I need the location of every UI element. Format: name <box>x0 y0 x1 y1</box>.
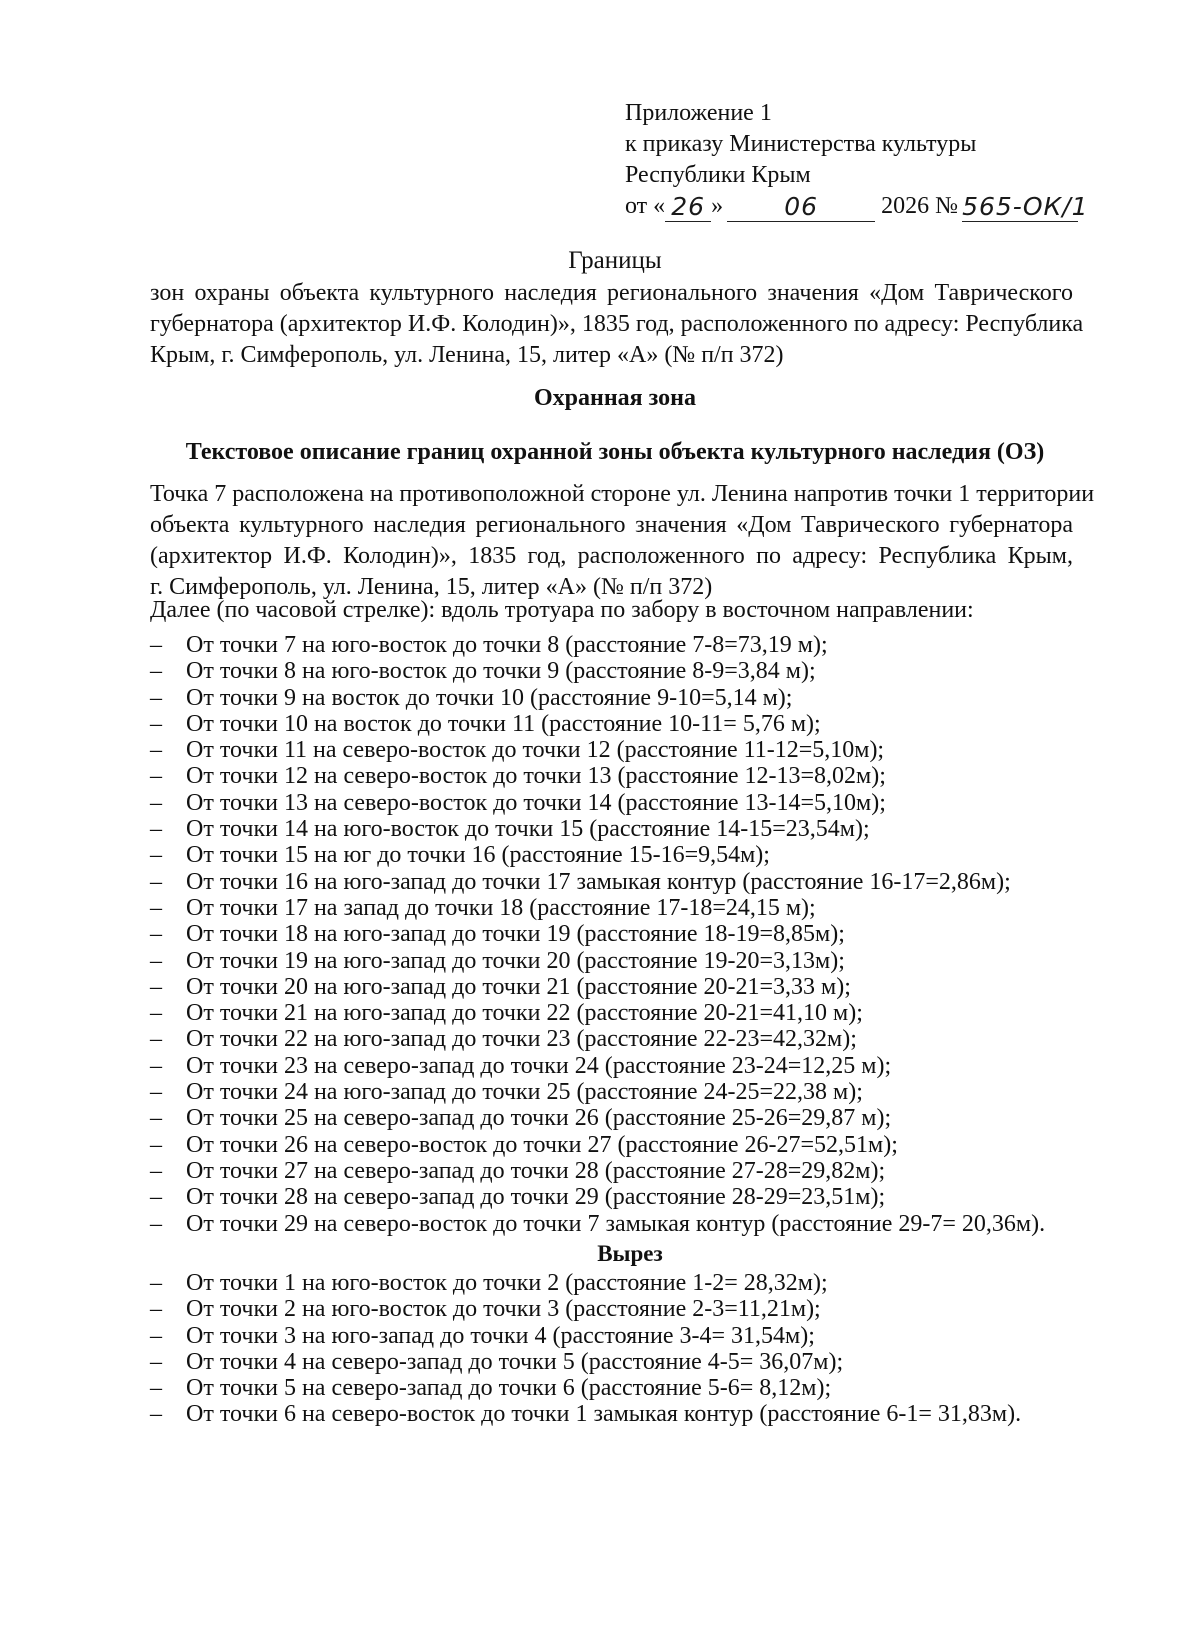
list-item <box>150 790 1045 816</box>
list-item-text: От точки 5 на северо-запад до точки 6 (расстояние 5-6= 8,12м); <box>186 1375 832 1402</box>
list-dash: – <box>150 1157 162 1184</box>
list-item <box>150 816 1045 842</box>
list-dash: – <box>150 947 162 974</box>
list-item-text: От точки 1 на юго-восток до точки 2 (расстояние 1-2= 28,32м); <box>186 1270 828 1296</box>
list-dash: – <box>150 1184 162 1211</box>
description-line: (архитектор И.Ф. Колодин)», 1835 год, расположенного по адресу: Республика Крым, <box>150 543 1073 569</box>
list-item <box>150 948 1045 974</box>
description-line: г. Симферополь, ул. Ленина, 15, литер «А» (№ п/п 372) <box>150 574 713 600</box>
appendix-line: Республики Крым <box>625 162 811 188</box>
appendix-block <box>625 98 1089 222</box>
list-item-text: От точки 21 на юго-запад до точки 22 (расстояние 20-21=41,10 м); <box>186 1000 863 1027</box>
list-item <box>150 1296 1021 1322</box>
list-dash: – <box>150 1401 162 1428</box>
list-item-text: От точки 3 на юго-запад до точки 4 (расстояние 3-4= 31,54м); <box>186 1322 815 1349</box>
list-item-text: От точки 25 на северо-запад до точки 26 (расстояние 25-26=29,87 м); <box>186 1105 892 1132</box>
list-item <box>150 1132 1045 1158</box>
list-item <box>150 1270 1021 1296</box>
list-item-text: От точки 4 на северо-запад до точки 5 (расстояние 4-5= 36,07м); <box>186 1348 844 1375</box>
list-item <box>150 842 1045 868</box>
list-dash: – <box>150 973 162 1000</box>
description-paragraph <box>150 479 1095 603</box>
list-item <box>150 1211 1045 1237</box>
list-dash: – <box>150 684 162 711</box>
list-item-text: От точки 10 на восток до точки 11 (расстояние 10-11= 5,76 м); <box>186 710 821 737</box>
list-dash: – <box>150 842 162 869</box>
further-text: Далее (по часовой стрелке): вдоль тротуара по забору в восточном направлении: <box>150 597 974 623</box>
list-item-text: От точки 18 на юго-запад до точки 19 (расстояние 18-19=8,85м); <box>186 921 845 948</box>
handwritten-order-number: 565-ОК/1 <box>962 192 1089 221</box>
list-dash: – <box>150 789 162 816</box>
list-item-text: От точки 9 на восток до точки 10 (расстояние 9-10=5,14 м); <box>186 684 793 711</box>
list-dash: – <box>150 894 162 921</box>
list-item <box>150 737 1045 763</box>
list-dash: – <box>150 816 162 843</box>
handwritten-day: 26 <box>671 192 706 221</box>
list-dash: – <box>150 1026 162 1053</box>
list-item-text: От точки 20 на юго-запад до точки 21 (расстояние 20-21=3,33 м); <box>186 973 851 1000</box>
description-line: объекта культурного наследия регионального значения «Дом Таврического губернатора <box>150 512 1073 538</box>
list-dash: – <box>150 1131 162 1158</box>
year-number-label: 2026 № <box>881 193 959 219</box>
list-dash: – <box>150 632 162 658</box>
appendix-line: к приказу Министерства культуры <box>625 131 977 157</box>
list-dash: – <box>150 1375 162 1402</box>
list-dash: – <box>150 921 162 948</box>
list-item-text: От точки 6 на северо-восток до точки 1 замыкая контур (расстояние 6-1= 31,83м). <box>186 1401 1022 1428</box>
list-item <box>150 711 1045 737</box>
date-prefix: от « <box>625 193 666 219</box>
list-item-text: От точки 14 на юго-восток до точки 15 (расстояние 14-15=23,54м); <box>186 816 870 843</box>
list-item <box>150 1184 1045 1210</box>
list-item-text: От точки 27 на северо-запад до точки 28 (расстояние 27-28=29,82м); <box>186 1157 886 1184</box>
list-item-text: От точки 24 на юго-запад до точки 25 (расстояние 24-25=22,38 м); <box>186 1079 863 1106</box>
list-item <box>150 1323 1021 1349</box>
list-item <box>150 1401 1021 1427</box>
date-quote-close: » <box>711 193 724 219</box>
list-item <box>150 658 1045 684</box>
list-dash: – <box>150 1105 162 1132</box>
list-item <box>150 921 1045 947</box>
list-item-text: От точки 2 на юго-восток до точки 3 (расстояние 2-3=11,21м); <box>186 1296 821 1323</box>
list-dash: – <box>150 1348 162 1375</box>
document-title: Границы <box>568 247 662 274</box>
subject-paragraph <box>150 278 1084 371</box>
list-dash: – <box>150 658 162 685</box>
list-item-text: От точки 13 на северо-восток до точки 14 (расстояние 13-14=5,10м); <box>186 789 886 816</box>
boundary-segments-list <box>150 632 1045 1237</box>
list-item <box>150 1158 1045 1184</box>
subject-line: губернатора (архитектор И.Ф. Колодин)», 1835 год, расположенного по адресу: Республика <box>150 311 1084 337</box>
list-item-text: От точки 19 на юго-запад до точки 20 (расстояние 19-20=3,13м); <box>186 947 845 974</box>
description-heading: Текстовое описание границ охранной зоны объекта культурного наследия (ОЗ) <box>185 439 1045 465</box>
list-dash: – <box>150 710 162 737</box>
list-item-text: От точки 22 на юго-запад до точки 23 (расстояние 22-23=42,32м); <box>186 1026 857 1053</box>
cut-segments-list <box>150 1270 1021 1428</box>
list-item <box>150 1105 1045 1131</box>
handwritten-month: 06 <box>784 192 819 221</box>
appendix-line: Приложение 1 <box>625 100 772 126</box>
list-dash: – <box>150 1000 162 1027</box>
list-dash: – <box>150 1296 162 1323</box>
cut-heading: Вырез <box>597 1241 663 1266</box>
list-item-text: От точки 15 на юг до точки 16 (расстояние 15-16=9,54м); <box>186 842 770 869</box>
list-item <box>150 974 1045 1000</box>
list-item-text: От точки 23 на северо-запад до точки 24 (расстояние 23-24=12,25 м); <box>186 1052 892 1079</box>
list-item <box>150 632 1045 658</box>
list-item <box>150 1349 1021 1375</box>
list-item-text: От точки 8 на юго-восток до точки 9 (расстояние 8-9=3,84 м); <box>186 658 816 685</box>
list-item-text: От точки 12 на северо-восток до точки 13 (расстояние 12-13=8,02м); <box>186 763 886 790</box>
list-dash: – <box>150 1270 162 1296</box>
zone-heading: Охранная зона <box>534 385 696 411</box>
list-item-text: От точки 17 на запад до точки 18 (расстояние 17-18=24,15 м); <box>186 894 816 921</box>
list-item-text: От точки 26 на северо-восток до точки 27 (расстояние 26-27=52,51м); <box>186 1131 898 1158</box>
list-item <box>150 869 1045 895</box>
order-number-field <box>962 192 1089 222</box>
list-dash: – <box>150 1079 162 1106</box>
month-field <box>727 192 875 222</box>
list-dash: – <box>150 1052 162 1079</box>
list-item <box>150 1079 1045 1105</box>
appendix-date-line <box>625 191 1089 222</box>
list-item <box>150 1375 1021 1401</box>
list-item-text: От точки 28 на северо-запад до точки 29 (расстояние 28-29=23,51м); <box>186 1184 886 1211</box>
list-item-text: От точки 7 на юго-восток до точки 8 (расстояние 7-8=73,19 м); <box>186 632 828 658</box>
subject-line: Крым, г. Симферополь, ул. Ленина, 15, литер «А» (№ п/п 372) <box>150 342 784 368</box>
list-dash: – <box>150 868 162 895</box>
list-item <box>150 763 1045 789</box>
list-item <box>150 895 1045 921</box>
list-item <box>150 1053 1045 1079</box>
list-item <box>150 1026 1045 1052</box>
list-item-text: От точки 16 на юго-запад до точки 17 замыкая контур (расстояние 16-17=2,86м); <box>186 868 1011 895</box>
list-dash: – <box>150 737 162 764</box>
list-item <box>150 1000 1045 1026</box>
list-dash: – <box>150 1322 162 1349</box>
list-dash: – <box>150 1210 162 1237</box>
list-item <box>150 685 1045 711</box>
subject-line: зон охраны объекта культурного наследия регионального значения «Дом Таврического <box>150 280 1073 306</box>
list-item-text: От точки 29 на северо-восток до точки 7 замыкая контур (расстояние 29-7= 20,36м). <box>186 1210 1046 1237</box>
list-dash: – <box>150 763 162 790</box>
list-item-text: От точки 11 на северо-восток до точки 12 (расстояние 11-12=5,10м); <box>186 737 885 764</box>
description-line: Точка 7 расположена на противоположной стороне ул. Ленина напротив точки 1 территории <box>150 481 1095 507</box>
day-field <box>665 192 711 222</box>
